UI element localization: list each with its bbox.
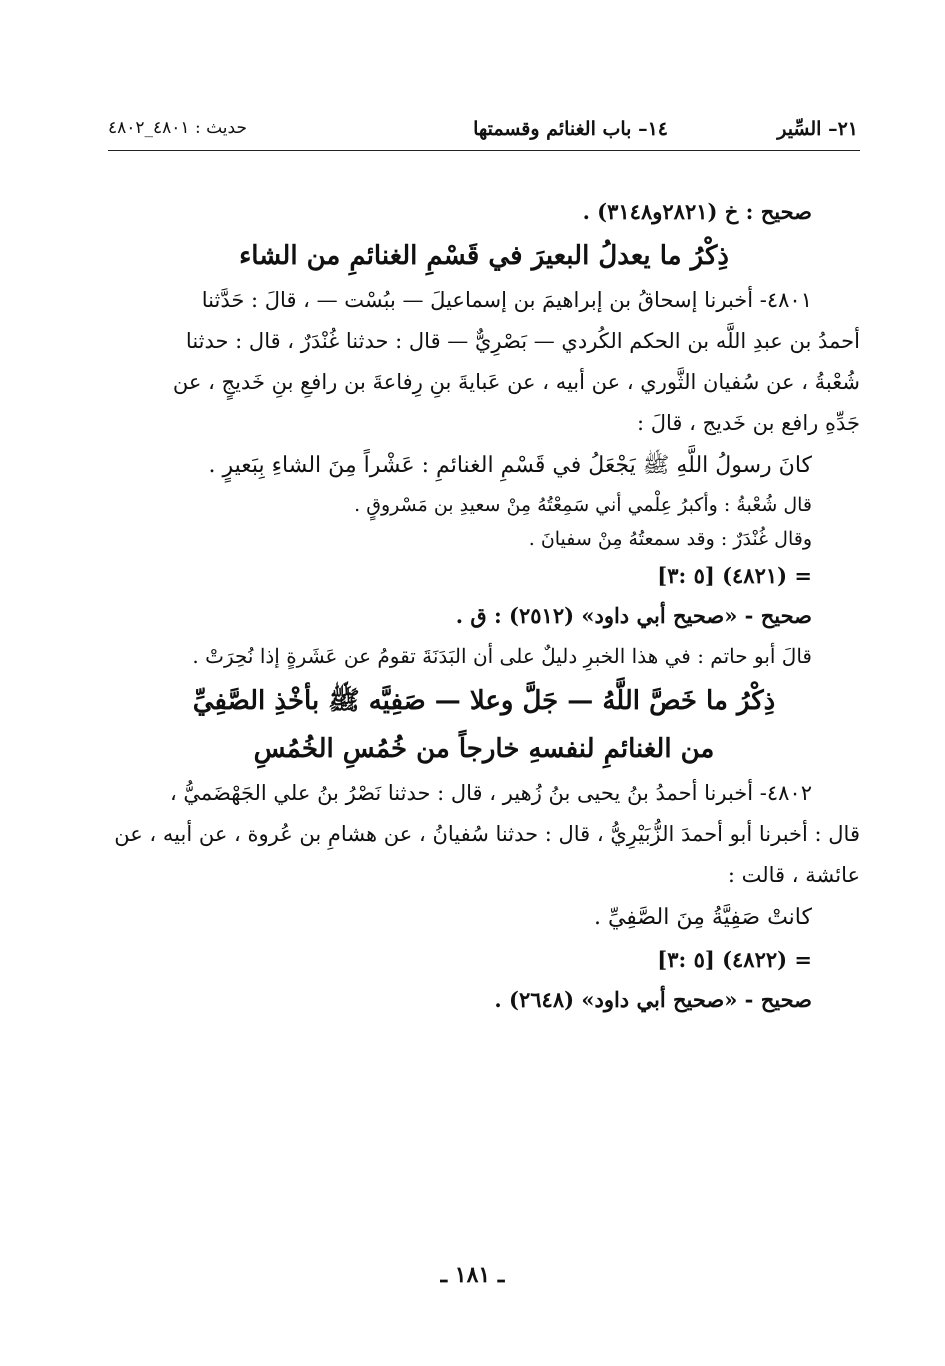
- hadith-4801-line-2: أحمدُ بن عبدِ اللَّه بن الحكم الكُردي — بَصْرِيٌّ — قال : حدثنا غُنْدَرٌ ، قال : حدثنا: [185, 329, 860, 353]
- grade-line-2: صحيح - «صحيح أبي داود» (٢٥١٢) : ق .: [455, 603, 812, 628]
- cross-reference-1: = (٤٨٢١) [٥ :٣]: [657, 563, 812, 588]
- grade-line-3: صحيح - «صحيح أبي داود» (٢٦٤٨) .: [494, 987, 812, 1012]
- note-shuba: قال شُعْبةُ : وأكبرُ عِلْمي أني سَمِعْتُهُ مِنْ سعيدِ بن مَسْروقٍ .: [354, 494, 812, 516]
- hadith-4802-line-2: قال : أخبرنا أبو أحمدَ الزُّبَيْرِيُّ ، قال : حدثنا سُفيانُ ، عن هشامِ بن عُروة ، عن أبيه ، عن: [114, 822, 860, 846]
- hadith-4801-line-1: ٤٨٠١- أخبرنا إسحاقُ بن إبراهيمَ بن إسماعيلَ — ببُسْت — ، قالَ : حَدَّثنا: [201, 288, 812, 312]
- abu-hatim-comment: قالَ أبو حاتم : في هذا الخبرِ دليلٌ على أن البَدَنَةَ تقومُ عن عَشَرةٍ إذا نُحِرَتْ .: [192, 644, 812, 668]
- hadith-4802-line-3: عائشة ، قالت :: [727, 863, 860, 887]
- section-title: ١٤– باب الغنائم وقسمتها: [473, 118, 668, 140]
- note-ghundar: وقال غُنْدَرٌ : وقد سمعتُهُ مِنْ سفيانَ .: [528, 528, 812, 550]
- page-number: ـ ١٨١ ـ: [440, 1262, 505, 1288]
- chapter-heading-2b: من الغنائمِ لنفسهِ خارجاً من خُمُسِ الخُمُسِ: [253, 734, 715, 764]
- cross-reference-2: = (٤٨٢٢) [٥ :٣]: [657, 947, 812, 972]
- hadith-4801-line-3: شُعْبةُ ، عن سُفيان الثَّوري ، عن أبيه ، عن عَبايةَ بنِ رِفاعةَ بن رافعِ بنِ خَديجٍ ، عن: [172, 370, 860, 394]
- hadith-range: حديث : ٤٨٠١_٤٨٠٢: [108, 118, 247, 138]
- chapter-heading-2a: ذِكْرُ ما خَصَّ اللَّهُ — جَلَّ وعلا — صَفِيَّه ﷺ بأخْذِ الصَّفِيِّ: [192, 686, 776, 716]
- chapter-heading-1: ذِكْرُ ما يعدلُ البعيرَ في قَسْمِ الغنائمِ من الشاء: [239, 241, 729, 271]
- running-header: [108, 108, 858, 148]
- page-body: [108, 192, 860, 1020]
- chapter-title: ٢١– السِّير: [777, 118, 858, 140]
- header-rule: [108, 150, 860, 151]
- hadith-4802-matn: كانتْ صَفِيَّةُ مِنَ الصَّفِيِّ .: [593, 905, 812, 930]
- hadith-4802-line-1: ٤٨٠٢- أخبرنا أحمدُ بنُ يحيى بنُ زُهير ، قال : حدثنا نَصْرُ بنُ علي الجَهْضَميُّ ،: [169, 781, 812, 805]
- hadith-4801-matn: كانَ رسولُ اللَّهِ ﷺ يَجْعَلُ في قَسْمِ الغنائمِ : عَشْراً مِنَ الشاءِ بِبَعيرٍ .: [208, 453, 812, 478]
- hadith-4801-line-4: جَدِّهِ رافع بن خَديج ، قالَ :: [636, 411, 860, 435]
- grade-line-1: صحيح : خ (٢٨٢١و٣١٤٨) .: [582, 199, 812, 224]
